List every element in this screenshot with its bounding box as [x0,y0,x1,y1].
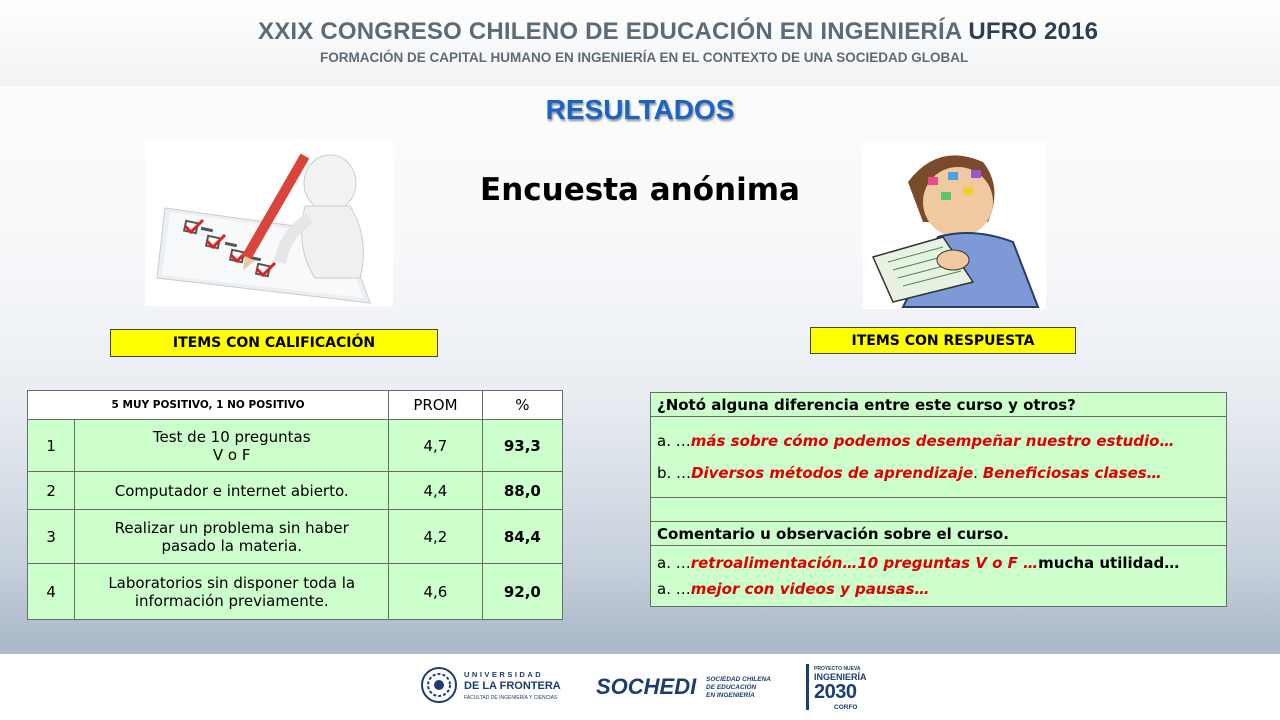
question-1: ¿Notó alguna diferencia entre este curso y otros? [651,393,1227,417]
table-row [28,472,563,510]
empty-cell [651,498,1227,522]
logo1-line3: FACULTAD DE INGENIERÍA Y CIENCIAS [464,695,558,701]
item-text: Laboratorios sin disponer toda la [108,573,356,592]
items-with-rating-label: ITEMS CON CALIFICACIÓN [110,329,438,357]
answer-text: mejor con videos y pausas… [690,580,930,598]
answer-separator: . [973,464,983,482]
row-number: 3 [28,510,75,564]
question-row [651,522,1227,546]
answer-text: más sobre cómo podemos desempeñar nuestro estudio… [690,432,1175,450]
answers-row [651,417,1227,498]
logo1-line1: UNIVERSIDAD [464,670,544,679]
answer-item [657,432,1220,450]
rating-table-header [28,391,563,420]
logo3-year: 2030 [814,681,857,703]
prom-header: PROM [389,391,483,420]
sochedi-name: SOCHEDI [596,674,697,699]
row-number: 2 [28,472,75,510]
pct-header: % [482,391,562,420]
student-writing-icon [863,142,1046,309]
item-text: V o F [212,445,251,464]
student-illustration [863,142,1046,309]
answer-item [657,580,1220,598]
item-text: Computador e internet abierto. [114,481,349,500]
answer-text: retroalimentación…10 preguntas V o F … [690,554,1039,572]
prom-cell: 4,7 [389,420,483,472]
scale-header: 5 MUY POSITIVO, 1 NO POSITIVO [28,391,389,420]
logo3-sub: CORFO [834,704,858,711]
item-text: Test de 10 preguntas [152,427,311,446]
sochedi-line1: SOCIEDAD CHILENA [706,676,772,683]
item-cell [75,564,389,620]
answer-prefix: a. … [657,554,691,572]
question-2: Comentario u observación sobre el curso. [651,522,1227,546]
item-text: pasado la materia. [161,536,302,555]
logo3-bar [806,664,809,710]
checklist-illustration [145,138,393,306]
answer-text-tail: mucha utilidad… [1038,554,1180,572]
spacer-row [651,498,1227,522]
congress-subtitle: FORMACIÓN DE CAPITAL HUMANO EN INGENIERÍA EN EL CONTEXTO DE UNA SOCIEDAD GLOBAL [320,50,969,65]
sochedi-line3: EN INGENIERÍA [706,692,755,699]
congress-title [258,18,1099,46]
answer-text: Beneficiosas clases… [982,464,1162,482]
items-with-response-label: ITEMS CON RESPUESTA [810,327,1076,354]
item-text: Realizar un problema sin haber [114,518,349,537]
question-row [651,393,1227,417]
item-cell [75,420,389,472]
row-number: 1 [28,420,75,472]
table-row [28,420,563,472]
logo3-line1: PROYECTO NUEVA [814,666,861,672]
answers-cell [651,546,1227,607]
checklist-pencil-icon [145,138,393,306]
logo1-line2: DE LA FRONTERA [464,680,561,692]
prom-cell: 4,6 [389,564,483,620]
pct-cell: 88,0 [482,472,562,510]
answer-prefix: b. … [657,464,692,482]
table-row [28,510,563,564]
item-text: información previamente. [134,591,329,610]
ingenieria-2030-logo [806,664,876,714]
sochedi-logo [596,672,772,706]
answer-prefix: a. … [657,432,691,450]
answer-prefix: a. … [657,580,691,598]
congress-title-main: XXIX CONGRESO CHILENO DE EDUCACIÓN EN INGENIERÍA [258,18,969,45]
prom-cell: 4,2 [389,510,483,564]
answer-item [657,554,1220,572]
logo3-line2: INGENIERÍA [814,672,867,682]
slide-title: Encuesta anónima [480,172,800,208]
section-heading: RESULTADOS [545,94,735,125]
answer-text: Diversos métodos de aprendizaje [691,464,974,482]
university-seal-icon [420,666,458,704]
pct-cell: 92,0 [482,564,562,620]
table-row [28,564,563,620]
congress-title-ufro: UFRO 2016 [968,18,1099,45]
sochedi-line2: DE EDUCACIÓN [706,684,757,691]
response-table [650,392,1227,607]
pct-cell: 93,3 [482,420,562,472]
rating-table [27,390,563,620]
row-number: 4 [28,564,75,620]
answers-cell [651,417,1227,498]
ufro-logo [420,662,570,708]
answers-row [651,546,1227,607]
item-cell [75,472,389,510]
answer-item [657,464,1220,482]
prom-cell: 4,4 [389,472,483,510]
item-cell [75,510,389,564]
pct-cell: 84,4 [482,510,562,564]
